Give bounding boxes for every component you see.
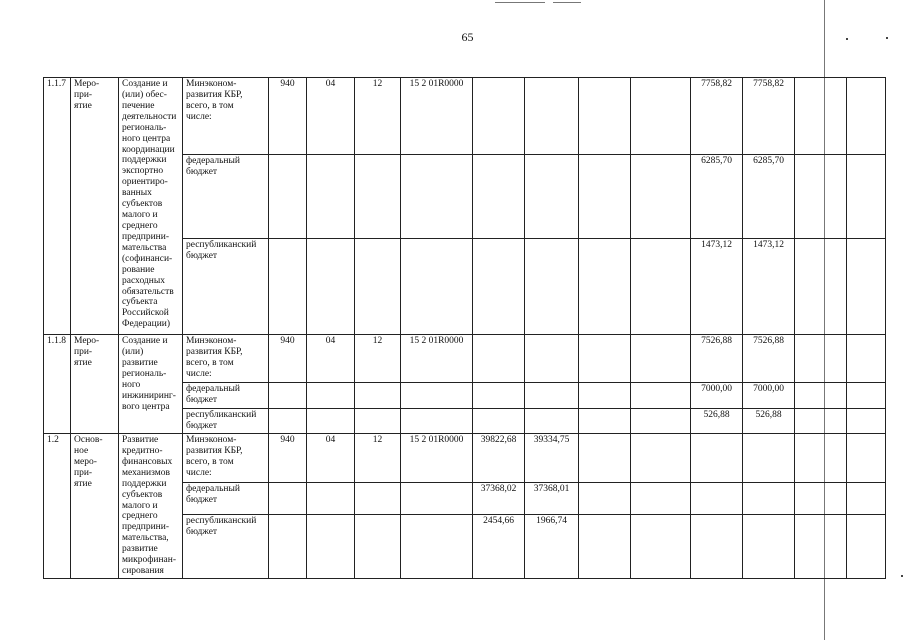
value-cell: [795, 383, 847, 409]
value-cell: [847, 434, 886, 483]
responsible: республиканский бюджет: [183, 239, 269, 335]
rz-code: [307, 239, 355, 335]
pr-code: 12: [355, 78, 401, 155]
value-cell: [525, 409, 579, 434]
row-type: Основ- ное меро- при- ятие: [71, 434, 119, 579]
csr-code: 15 2 01R0000: [401, 78, 473, 155]
responsible: федеральный бюджет: [183, 155, 269, 239]
value-cell: [847, 78, 886, 155]
value-cell: [631, 483, 691, 515]
csr-code: 15 2 01R0000: [401, 434, 473, 483]
rz-code: [307, 409, 355, 434]
value-cell: 7526,88: [743, 335, 795, 383]
value-cell: [631, 515, 691, 579]
csr-code: [401, 239, 473, 335]
value-cell: [847, 383, 886, 409]
value-cell: [631, 434, 691, 483]
value-cell: [525, 155, 579, 239]
value-cell: [691, 483, 743, 515]
csr-code: [401, 155, 473, 239]
csr-code: [401, 515, 473, 579]
value-cell: [631, 155, 691, 239]
value-cell: [795, 434, 847, 483]
value-cell: 37368,01: [525, 483, 579, 515]
grbs-code: 940: [269, 78, 307, 155]
pr-code: 12: [355, 335, 401, 383]
value-cell: [631, 78, 691, 155]
value-cell: [795, 78, 847, 155]
row-id: 1.1.7: [44, 78, 71, 335]
value-cell: [691, 434, 743, 483]
value-cell: [631, 335, 691, 383]
value-cell: [579, 409, 631, 434]
value-cell: 6285,70: [691, 155, 743, 239]
rz-code: [307, 383, 355, 409]
value-cell: [631, 239, 691, 335]
scan-speck: [901, 575, 903, 577]
row-id: 1.2: [44, 434, 71, 579]
value-cell: 7526,88: [691, 335, 743, 383]
rz-code: 04: [307, 78, 355, 155]
responsible: республиканский бюджет: [183, 515, 269, 579]
responsible: республиканский бюджет: [183, 409, 269, 434]
value-cell: 7000,00: [743, 383, 795, 409]
value-cell: [631, 383, 691, 409]
rz-code: 04: [307, 335, 355, 383]
budget-table: [43, 77, 886, 579]
value-cell: [743, 434, 795, 483]
responsible: Минэконом- развития КБР, всего, в том числе:: [183, 335, 269, 383]
table-row: [44, 335, 886, 383]
row-name: Развитие кредитно- финансовых механизмов поддержки субъектов малого и среднего предприни- мательства, развитие микрофинан- сирования: [119, 434, 183, 579]
value-cell: [473, 239, 525, 335]
value-cell: [795, 239, 847, 335]
rz-code: 04: [307, 434, 355, 483]
grbs-code: [269, 383, 307, 409]
value-cell: [579, 78, 631, 155]
csr-code: [401, 483, 473, 515]
value-cell: [579, 155, 631, 239]
scan-top-mark: [495, 2, 545, 3]
value-cell: 526,88: [691, 409, 743, 434]
value-cell: 6285,70: [743, 155, 795, 239]
value-cell: 2454,66: [473, 515, 525, 579]
grbs-code: 940: [269, 335, 307, 383]
grbs-code: [269, 409, 307, 434]
responsible: федеральный бюджет: [183, 383, 269, 409]
row-id: 1.1.8: [44, 335, 71, 434]
value-cell: [473, 409, 525, 434]
page-number: 65: [461, 30, 474, 44]
grbs-code: [269, 483, 307, 515]
value-cell: [579, 239, 631, 335]
value-cell: [795, 483, 847, 515]
rz-code: [307, 155, 355, 239]
value-cell: [847, 515, 886, 579]
value-cell: 1966,74: [525, 515, 579, 579]
responsible: Минэконом- развития КБР, всего, в том числе:: [183, 434, 269, 483]
value-cell: [847, 239, 886, 335]
pr-code: 12: [355, 434, 401, 483]
value-cell: 1473,12: [743, 239, 795, 335]
grbs-code: [269, 515, 307, 579]
responsible: Минэконом- развития КБР, всего, в том числе:: [183, 78, 269, 155]
value-cell: [473, 78, 525, 155]
value-cell: 7758,82: [743, 78, 795, 155]
value-cell: [795, 335, 847, 383]
table-row: [44, 434, 886, 483]
value-cell: 1473,12: [691, 239, 743, 335]
value-cell: 526,88: [743, 409, 795, 434]
value-cell: [795, 155, 847, 239]
pr-code: [355, 483, 401, 515]
value-cell: [473, 155, 525, 239]
pr-code: [355, 383, 401, 409]
value-cell: [743, 515, 795, 579]
value-cell: 7000,00: [691, 383, 743, 409]
value-cell: [795, 515, 847, 579]
rz-code: [307, 515, 355, 579]
value-cell: [579, 483, 631, 515]
row-type: Меро- при- ятие: [71, 78, 119, 335]
row-name: Создание и (или) обес- печение деятельности региональ- ного центра координации поддержки экспортно ориентиро- ванных субъектов малого и среднего предприни- мательства (софинанси- рование расходных обязательств субъекта Российской Федерации): [119, 78, 183, 335]
row-type: Меро- при- ятие: [71, 335, 119, 434]
value-cell: [579, 383, 631, 409]
value-cell: [525, 239, 579, 335]
scan-top-mark: [553, 2, 581, 3]
grbs-code: 940: [269, 434, 307, 483]
value-cell: [579, 335, 631, 383]
value-cell: [847, 155, 886, 239]
value-cell: [743, 483, 795, 515]
rz-code: [307, 483, 355, 515]
value-cell: [525, 383, 579, 409]
grbs-code: [269, 155, 307, 239]
row-name: Создание и (или) развитие региональ- ного инжиниринг- вого центра: [119, 335, 183, 434]
value-cell: [847, 409, 886, 434]
value-cell: [847, 483, 886, 515]
value-cell: 39334,75: [525, 434, 579, 483]
value-cell: [795, 409, 847, 434]
value-cell: [579, 515, 631, 579]
value-cell: [579, 434, 631, 483]
csr-code: [401, 383, 473, 409]
value-cell: [525, 335, 579, 383]
value-cell: 39822,68: [473, 434, 525, 483]
csr-code: 15 2 01R0000: [401, 335, 473, 383]
table-row: [44, 78, 886, 155]
value-cell: 7758,82: [691, 78, 743, 155]
value-cell: [691, 515, 743, 579]
value-cell: 37368,02: [473, 483, 525, 515]
grbs-code: [269, 239, 307, 335]
value-cell: [847, 335, 886, 383]
pr-code: [355, 155, 401, 239]
value-cell: [525, 78, 579, 155]
value-cell: [473, 335, 525, 383]
value-cell: [473, 383, 525, 409]
pr-code: [355, 515, 401, 579]
pr-code: [355, 409, 401, 434]
csr-code: [401, 409, 473, 434]
responsible: федеральный бюджет: [183, 483, 269, 515]
value-cell: [631, 409, 691, 434]
pr-code: [355, 239, 401, 335]
